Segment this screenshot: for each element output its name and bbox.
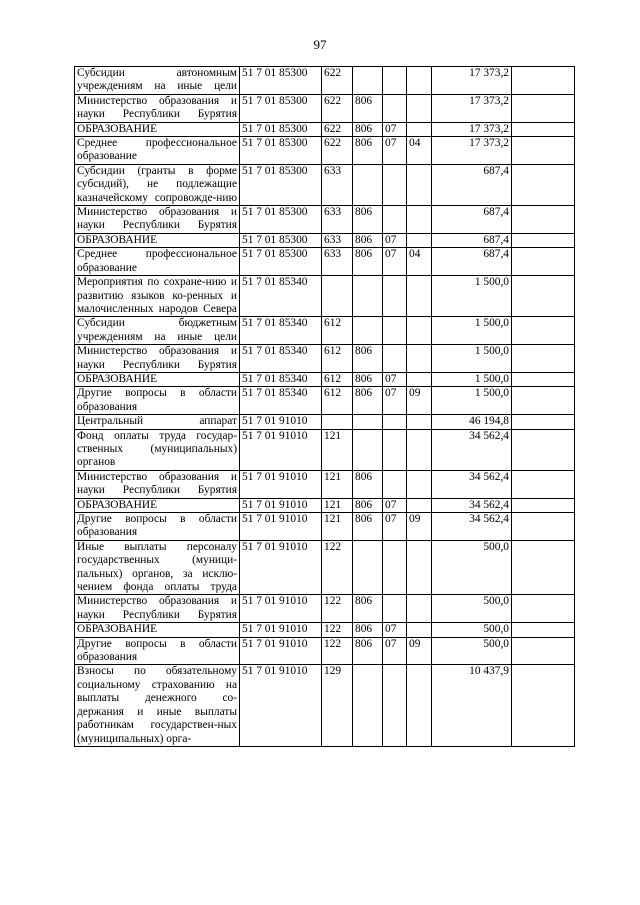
row-section-cell [383, 429, 407, 470]
row-subsection-cell: 09 [407, 387, 432, 415]
row-expense-type-cell: 633 [322, 248, 353, 276]
row-subsection-cell [407, 67, 432, 95]
row-code-cell: 51 7 01 85340 [240, 317, 322, 345]
row-subsection-cell [407, 429, 432, 470]
row-name-cell: Министерство образования и науки Республики Бурятия [75, 345, 240, 373]
row-ministry-cell [353, 540, 383, 595]
row-subsection-cell [407, 164, 432, 205]
row-name-cell: Министерство образования и науки Республики Бурятия [75, 206, 240, 234]
row-amount-cell: 17 373,2 [432, 67, 512, 95]
table-row [75, 470, 575, 498]
row-amount-cell: 1 500,0 [432, 276, 512, 317]
row-expense-type-cell: 622 [322, 122, 353, 136]
row-code-cell: 51 7 01 91010 [240, 513, 322, 541]
row-empty-cell [512, 67, 575, 95]
row-name-cell: Министерство образования и науки Республики Бурятия [75, 470, 240, 498]
row-subsection-cell [407, 94, 432, 122]
table-row [75, 595, 575, 623]
row-section-cell [383, 540, 407, 595]
row-name-cell: Фонд оплаты труда государ-ственных (муниципальных) органов [75, 429, 240, 470]
table-row [75, 94, 575, 122]
row-expense-type-cell [322, 415, 353, 429]
row-expense-type-cell: 612 [322, 345, 353, 373]
row-section-cell: 07 [383, 387, 407, 415]
row-section-cell: 07 [383, 623, 407, 637]
row-amount-cell: 1 500,0 [432, 387, 512, 415]
row-expense-type-cell [322, 276, 353, 317]
row-ministry-cell: 806 [353, 637, 383, 665]
row-section-cell: 07 [383, 137, 407, 165]
budget-table-body [75, 67, 575, 747]
row-code-cell: 51 7 01 85300 [240, 233, 322, 247]
table-row [75, 137, 575, 165]
row-ministry-cell [353, 164, 383, 205]
row-section-cell: 07 [383, 233, 407, 247]
row-expense-type-cell: 122 [322, 637, 353, 665]
row-code-cell: 51 7 01 85300 [240, 67, 322, 95]
row-ministry-cell: 806 [353, 387, 383, 415]
row-code-cell: 51 7 01 91010 [240, 470, 322, 498]
row-expense-type-cell: 122 [322, 595, 353, 623]
row-ministry-cell [353, 415, 383, 429]
row-section-cell [383, 67, 407, 95]
row-empty-cell [512, 206, 575, 234]
table-row [75, 665, 575, 746]
row-expense-type-cell: 622 [322, 94, 353, 122]
row-expense-type-cell: 633 [322, 233, 353, 247]
row-ministry-cell: 806 [353, 122, 383, 136]
row-section-cell [383, 164, 407, 205]
row-empty-cell [512, 595, 575, 623]
table-row [75, 67, 575, 95]
row-empty-cell [512, 540, 575, 595]
row-empty-cell [512, 665, 575, 746]
row-expense-type-cell: 612 [322, 317, 353, 345]
row-ministry-cell: 806 [353, 137, 383, 165]
table-row [75, 372, 575, 386]
row-subsection-cell [407, 372, 432, 386]
row-subsection-cell [407, 122, 432, 136]
row-name-cell: Взносы по обязательному социальному страхованию на выплаты денежного со-держания и иные выплаты работникам государствен-ных (муниципальных) орга- [75, 665, 240, 746]
row-subsection-cell [407, 206, 432, 234]
row-expense-type-cell: 121 [322, 470, 353, 498]
row-ministry-cell: 806 [353, 345, 383, 373]
row-section-cell [383, 345, 407, 373]
row-section-cell [383, 94, 407, 122]
row-code-cell: 51 7 01 85340 [240, 372, 322, 386]
table-row [75, 233, 575, 247]
row-name-cell: ОБРАЗОВАНИЕ [75, 623, 240, 637]
row-amount-cell: 46 194,8 [432, 415, 512, 429]
row-amount-cell: 687,4 [432, 206, 512, 234]
row-empty-cell [512, 429, 575, 470]
row-name-cell: Другие вопросы в области образования [75, 513, 240, 541]
row-ministry-cell: 806 [353, 233, 383, 247]
row-code-cell: 51 7 01 85340 [240, 276, 322, 317]
row-ministry-cell: 806 [353, 372, 383, 386]
row-amount-cell: 687,4 [432, 164, 512, 205]
budget-table [74, 66, 575, 747]
table-row [75, 387, 575, 415]
row-empty-cell [512, 345, 575, 373]
row-amount-cell: 687,4 [432, 248, 512, 276]
row-section-cell: 07 [383, 513, 407, 541]
row-subsection-cell [407, 623, 432, 637]
row-empty-cell [512, 317, 575, 345]
row-subsection-cell [407, 233, 432, 247]
row-section-cell [383, 276, 407, 317]
row-amount-cell: 17 373,2 [432, 94, 512, 122]
row-expense-type-cell: 633 [322, 206, 353, 234]
row-code-cell: 51 7 01 91010 [240, 540, 322, 595]
row-empty-cell [512, 387, 575, 415]
row-empty-cell [512, 513, 575, 541]
row-subsection-cell [407, 665, 432, 746]
row-code-cell: 51 7 01 85340 [240, 387, 322, 415]
row-amount-cell: 34 562,4 [432, 498, 512, 512]
row-empty-cell [512, 248, 575, 276]
row-ministry-cell [353, 276, 383, 317]
row-empty-cell [512, 164, 575, 205]
row-section-cell [383, 206, 407, 234]
row-amount-cell: 34 562,4 [432, 513, 512, 541]
row-amount-cell: 1 500,0 [432, 372, 512, 386]
row-subsection-cell: 09 [407, 513, 432, 541]
row-name-cell: Мероприятия по сохране-нию и развитию языков ко-ренных и малочисленных народов Севера [75, 276, 240, 317]
row-subsection-cell [407, 317, 432, 345]
table-row [75, 317, 575, 345]
row-name-cell: Другие вопросы в области образования [75, 387, 240, 415]
row-empty-cell [512, 623, 575, 637]
row-ministry-cell: 806 [353, 513, 383, 541]
row-name-cell: Субсидии автономным учреждениям на иные цели [75, 67, 240, 95]
row-ministry-cell [353, 429, 383, 470]
row-code-cell: 51 7 01 91010 [240, 429, 322, 470]
row-code-cell: 51 7 01 91010 [240, 415, 322, 429]
row-empty-cell [512, 137, 575, 165]
row-code-cell: 51 7 01 85300 [240, 248, 322, 276]
row-name-cell: ОБРАЗОВАНИЕ [75, 233, 240, 247]
row-expense-type-cell: 622 [322, 137, 353, 165]
row-code-cell: 51 7 01 85300 [240, 122, 322, 136]
row-ministry-cell [353, 665, 383, 746]
table-row [75, 498, 575, 512]
row-expense-type-cell: 121 [322, 429, 353, 470]
row-expense-type-cell: 633 [322, 164, 353, 205]
row-amount-cell: 10 437,9 [432, 665, 512, 746]
row-ministry-cell: 806 [353, 470, 383, 498]
table-row [75, 540, 575, 595]
row-code-cell: 51 7 01 85300 [240, 164, 322, 205]
row-section-cell: 07 [383, 498, 407, 512]
row-section-cell [383, 470, 407, 498]
row-expense-type-cell: 129 [322, 665, 353, 746]
row-code-cell: 51 7 01 91010 [240, 498, 322, 512]
table-row [75, 415, 575, 429]
row-code-cell: 51 7 01 91010 [240, 665, 322, 746]
row-subsection-cell [407, 595, 432, 623]
row-section-cell [383, 415, 407, 429]
row-name-cell: ОБРАЗОВАНИЕ [75, 498, 240, 512]
row-code-cell: 51 7 01 91010 [240, 595, 322, 623]
table-row [75, 248, 575, 276]
row-empty-cell [512, 415, 575, 429]
row-name-cell: Иные выплаты персоналу государственных (муници-пальных) органов, за исклю-чением фонда оплаты труда [75, 540, 240, 595]
row-code-cell: 51 7 01 85300 [240, 94, 322, 122]
row-ministry-cell: 806 [353, 248, 383, 276]
row-section-cell: 07 [383, 122, 407, 136]
row-name-cell: ОБРАЗОВАНИЕ [75, 122, 240, 136]
row-subsection-cell: 04 [407, 137, 432, 165]
table-row [75, 429, 575, 470]
row-expense-type-cell: 121 [322, 498, 353, 512]
row-code-cell: 51 7 01 85300 [240, 206, 322, 234]
row-section-cell [383, 595, 407, 623]
row-section-cell: 07 [383, 372, 407, 386]
row-subsection-cell [407, 498, 432, 512]
table-row [75, 122, 575, 136]
page-number: 97 [313, 37, 327, 52]
row-amount-cell: 500,0 [432, 595, 512, 623]
row-name-cell: Субсидии (гранты в форме субсидий), не подлежащие казначейскому сопровожде-нию [75, 164, 240, 205]
row-empty-cell [512, 122, 575, 136]
row-name-cell: Другие вопросы в области образования [75, 637, 240, 665]
row-empty-cell [512, 94, 575, 122]
row-expense-type-cell: 122 [322, 623, 353, 637]
row-name-cell: Министерство образования и науки Республики Бурятия [75, 94, 240, 122]
row-amount-cell: 500,0 [432, 637, 512, 665]
row-empty-cell [512, 233, 575, 247]
row-amount-cell: 500,0 [432, 540, 512, 595]
row-code-cell: 51 7 01 85300 [240, 137, 322, 165]
row-ministry-cell: 806 [353, 498, 383, 512]
row-expense-type-cell: 612 [322, 372, 353, 386]
row-amount-cell: 687,4 [432, 233, 512, 247]
row-code-cell: 51 7 01 85340 [240, 345, 322, 373]
row-name-cell: Субсидии бюджетным учреждениям на иные цели [75, 317, 240, 345]
row-expense-type-cell: 622 [322, 67, 353, 95]
row-name-cell: Среднее профессиональное образование [75, 137, 240, 165]
row-name-cell: ОБРАЗОВАНИЕ [75, 372, 240, 386]
row-subsection-cell [407, 470, 432, 498]
row-subsection-cell [407, 345, 432, 373]
row-amount-cell: 1 500,0 [432, 317, 512, 345]
row-amount-cell: 17 373,2 [432, 122, 512, 136]
row-name-cell: Среднее профессиональное образование [75, 248, 240, 276]
row-expense-type-cell: 121 [322, 513, 353, 541]
row-ministry-cell: 806 [353, 206, 383, 234]
row-empty-cell [512, 637, 575, 665]
table-row [75, 164, 575, 205]
table-row [75, 513, 575, 541]
row-subsection-cell: 09 [407, 637, 432, 665]
row-section-cell [383, 317, 407, 345]
row-amount-cell: 500,0 [432, 623, 512, 637]
row-empty-cell [512, 372, 575, 386]
row-section-cell [383, 665, 407, 746]
row-ministry-cell: 806 [353, 623, 383, 637]
row-ministry-cell [353, 67, 383, 95]
row-expense-type-cell: 122 [322, 540, 353, 595]
table-row [75, 637, 575, 665]
table-row [75, 206, 575, 234]
row-section-cell: 07 [383, 248, 407, 276]
row-empty-cell [512, 498, 575, 512]
row-ministry-cell [353, 317, 383, 345]
table-row [75, 623, 575, 637]
table-row [75, 345, 575, 373]
row-subsection-cell [407, 415, 432, 429]
row-expense-type-cell: 612 [322, 387, 353, 415]
row-empty-cell [512, 276, 575, 317]
row-subsection-cell [407, 276, 432, 317]
row-name-cell: Министерство образования и науки Республики Бурятия [75, 595, 240, 623]
row-amount-cell: 17 373,2 [432, 137, 512, 165]
row-code-cell: 51 7 01 91010 [240, 623, 322, 637]
row-amount-cell: 34 562,4 [432, 429, 512, 470]
row-section-cell: 07 [383, 637, 407, 665]
row-name-cell: Центральный аппарат [75, 415, 240, 429]
row-ministry-cell: 806 [353, 595, 383, 623]
row-subsection-cell: 04 [407, 248, 432, 276]
row-subsection-cell [407, 540, 432, 595]
row-empty-cell [512, 470, 575, 498]
row-amount-cell: 34 562,4 [432, 470, 512, 498]
row-ministry-cell: 806 [353, 94, 383, 122]
row-amount-cell: 1 500,0 [432, 345, 512, 373]
table-row [75, 276, 575, 317]
row-code-cell: 51 7 01 91010 [240, 637, 322, 665]
